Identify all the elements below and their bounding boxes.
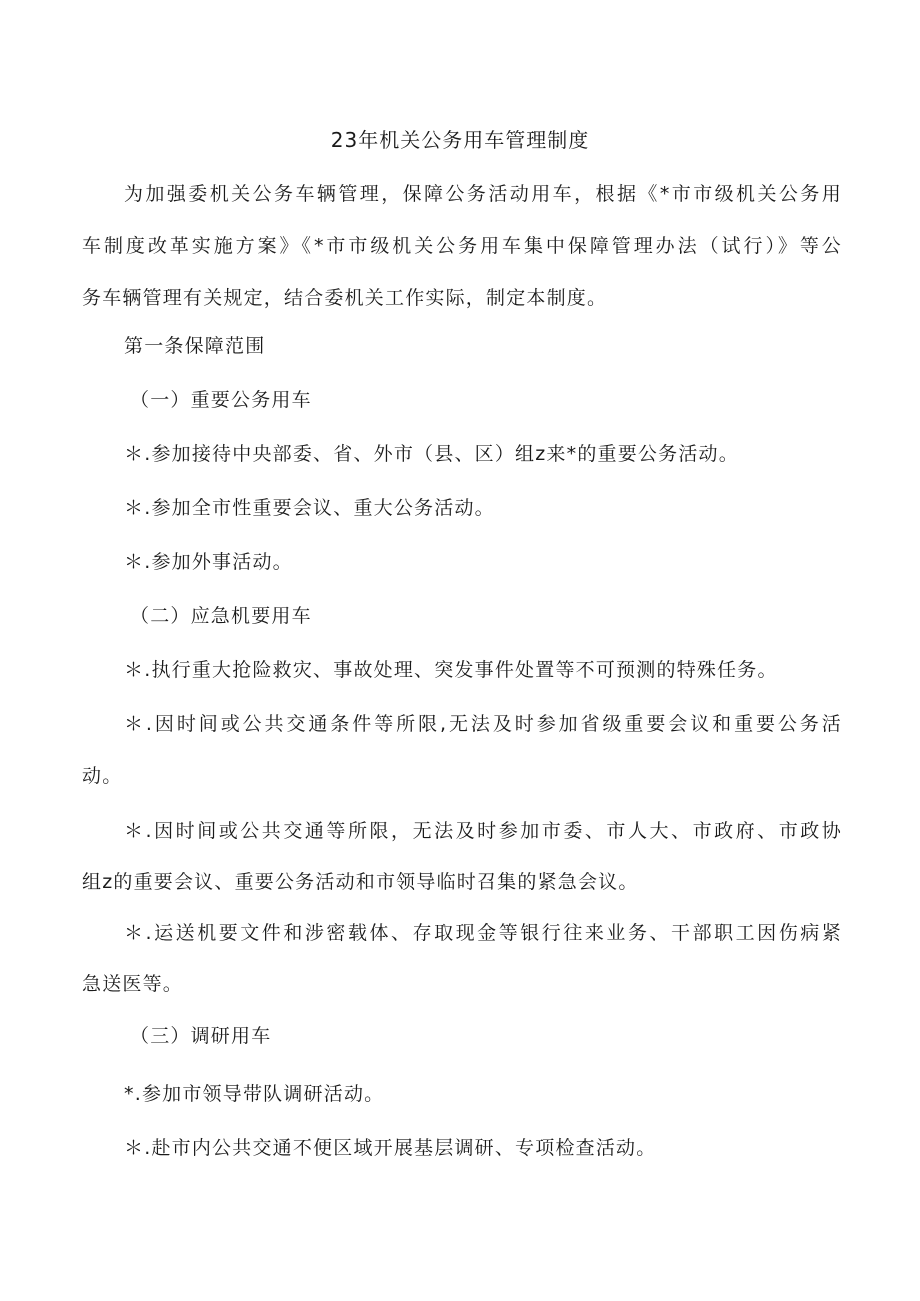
list-item: *.参加市领导带队调研活动。: [124, 1083, 385, 1105]
article-1-heading: 第一条保障范围: [124, 335, 266, 357]
intro-line-1: 为加强委机关公务车辆管理，保障公务活动用车，根据《*市市级机关公务用: [124, 183, 842, 205]
list-item: ＊.赴市内公共交通不便区域开展基层调研、专项检查活动。: [124, 1137, 657, 1159]
list-item: ＊.运送机要文件和涉密载体、存取现金等银行往来业务、干部职工因伤病紧: [124, 922, 842, 944]
list-item: ＊.执行重大抢险救灾、事故处理、突发事件处置等不可预测的特殊任务。: [124, 659, 778, 681]
list-item: ＊.参加全市性重要会议、重大公务活动。: [124, 497, 495, 519]
list-item: ＊.因时间或公共交通条件等所限,无法及时参加省级重要会议和重要公务活: [124, 713, 842, 735]
list-item-continuation: 组z的重要会议、重要公务活动和市领导临时召集的紧急会议。: [82, 871, 639, 893]
intro-line-2: 车制度改革实施方案》《*市市级机关公务用车集中保障管理办法（试行）》等公: [82, 235, 842, 257]
intro-line-3: 务车辆管理有关规定，结合委机关工作实际，制定本制度。: [82, 287, 608, 309]
list-item: ＊.因时间或公共交通等所限，无法及时参加市委、市人大、市政府、市政协: [124, 820, 842, 842]
section-2-heading: （二）应急机要用车: [130, 605, 312, 627]
document-title: 23年机关公务用车管理制度: [330, 128, 590, 152]
list-item-continuation: 急送医等。: [82, 973, 184, 995]
section-1-heading: （一）重要公务用车: [130, 389, 312, 411]
list-item-continuation: 动。: [82, 765, 123, 787]
section-3-heading: （三）调研用车: [130, 1025, 272, 1047]
list-item: ＊.参加外事活动。: [124, 551, 293, 573]
list-item: ＊.参加接待中央部委、省、外市（县、区）组z来*的重要公务活动。: [124, 443, 739, 465]
